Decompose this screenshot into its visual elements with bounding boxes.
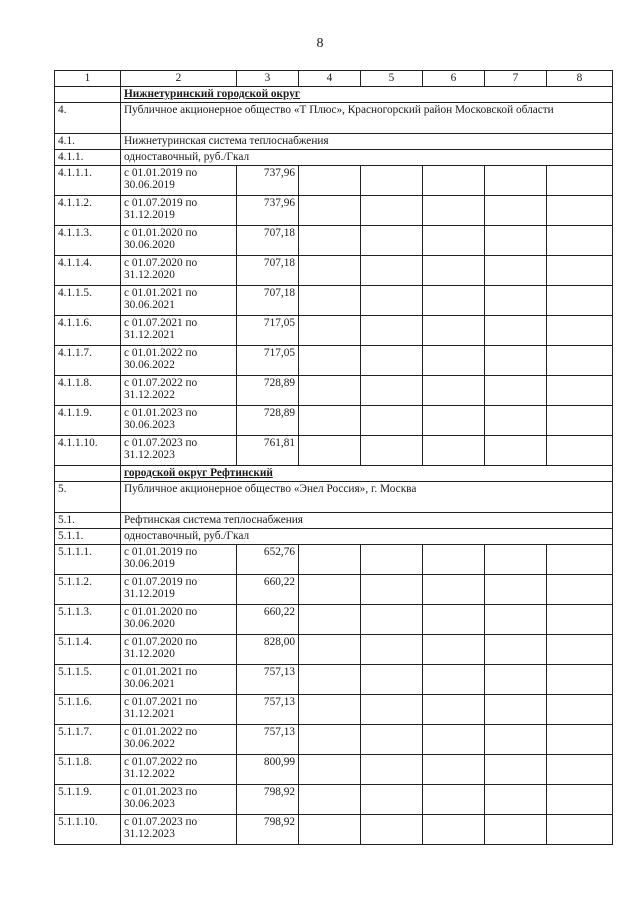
empty-cell-col-5 (361, 286, 423, 316)
tariff-row (55, 785, 613, 815)
row-number: 4.1.1.9. (55, 406, 121, 436)
empty-cell-col-7 (485, 575, 547, 605)
tariff-row (55, 575, 613, 605)
row-number: 5.1.1.10. (55, 815, 121, 845)
tariff-type-row (55, 529, 613, 545)
district-number-cell (55, 87, 121, 103)
tariff-value: 717,05 (237, 346, 299, 376)
tariff-row (55, 166, 613, 196)
empty-cell-col-5 (361, 785, 423, 815)
empty-cell-col-5 (361, 406, 423, 436)
tariff-type-row (55, 150, 613, 166)
empty-cell-col-5 (361, 695, 423, 725)
tariff-value: 707,18 (237, 226, 299, 256)
empty-cell-col-4 (299, 166, 361, 196)
district-row (55, 466, 613, 482)
row-number: 4.1.1.6. (55, 316, 121, 346)
tariff-row (55, 286, 613, 316)
empty-cell-col-7 (485, 256, 547, 286)
empty-cell-col-8 (547, 436, 613, 466)
empty-cell-col-7 (485, 605, 547, 635)
row-number: 5.1.1.9. (55, 785, 121, 815)
empty-cell-col-4 (299, 256, 361, 286)
empty-cell-col-4 (299, 406, 361, 436)
empty-cell-col-7 (485, 665, 547, 695)
empty-cell-col-7 (485, 695, 547, 725)
empty-cell-col-6 (423, 376, 485, 406)
empty-cell-col-7 (485, 286, 547, 316)
tariff-value: 757,13 (237, 665, 299, 695)
empty-cell-col-8 (547, 196, 613, 226)
empty-cell-col-7 (485, 755, 547, 785)
empty-cell-col-7 (485, 226, 547, 256)
empty-cell-col-4 (299, 635, 361, 665)
empty-cell-col-5 (361, 575, 423, 605)
tariff-period: с 01.07.2023 по 31.12.2023 (121, 436, 237, 466)
empty-cell-col-8 (547, 815, 613, 845)
row-number: 5.1.1.2. (55, 575, 121, 605)
tariff-value: 798,92 (237, 815, 299, 845)
column-header-1: 1 (55, 71, 121, 87)
tariff-value: 798,92 (237, 785, 299, 815)
empty-cell-col-5 (361, 346, 423, 376)
row-number: 4.1.1.1. (55, 166, 121, 196)
empty-cell-col-5 (361, 815, 423, 845)
empty-cell-col-8 (547, 575, 613, 605)
tariff-row (55, 376, 613, 406)
heat-system-name: Нижнетуринская система теплоснабжения (121, 134, 613, 150)
tariff-value: 728,89 (237, 406, 299, 436)
empty-cell-col-5 (361, 436, 423, 466)
tariff-period: с 01.01.2020 по 30.06.2020 (121, 605, 237, 635)
empty-cell-col-6 (423, 226, 485, 256)
heat-system-number: 4.1. (55, 134, 121, 150)
tariff-type-number: 5.1.1. (55, 529, 121, 545)
tariff-period: с 01.01.2019 по 30.06.2019 (121, 545, 237, 575)
column-header-5: 5 (361, 71, 423, 87)
row-number: 4.1.1.2. (55, 196, 121, 226)
district-row (55, 87, 613, 103)
empty-cell-col-4 (299, 316, 361, 346)
empty-cell-col-7 (485, 406, 547, 436)
tariff-period: с 01.07.2023 по 31.12.2023 (121, 815, 237, 845)
empty-cell-col-6 (423, 725, 485, 755)
row-number: 4.1.1.8. (55, 376, 121, 406)
row-number: 4.1.1.3. (55, 226, 121, 256)
tariff-value: 660,22 (237, 605, 299, 635)
row-number: 4.1.1.5. (55, 286, 121, 316)
empty-cell-col-8 (547, 605, 613, 635)
tariff-period: с 01.07.2022 по 31.12.2022 (121, 755, 237, 785)
empty-cell-col-7 (485, 436, 547, 466)
tariff-row (55, 196, 613, 226)
empty-cell-col-4 (299, 815, 361, 845)
tariff-period: с 01.07.2022 по 31.12.2022 (121, 376, 237, 406)
empty-cell-col-8 (547, 635, 613, 665)
empty-cell-col-8 (547, 725, 613, 755)
empty-cell-col-6 (423, 166, 485, 196)
empty-cell-col-6 (423, 695, 485, 725)
empty-cell-col-5 (361, 316, 423, 346)
empty-cell-col-4 (299, 226, 361, 256)
row-number: 5.1.1.8. (55, 755, 121, 785)
empty-cell-col-5 (361, 665, 423, 695)
organization-row (55, 482, 613, 513)
tariff-period: с 01.07.2020 по 31.12.2020 (121, 635, 237, 665)
tariff-value: 800,99 (237, 755, 299, 785)
tariff-period: с 01.07.2021 по 31.12.2021 (121, 316, 237, 346)
empty-cell-col-4 (299, 346, 361, 376)
empty-cell-col-5 (361, 256, 423, 286)
column-header-4: 4 (299, 71, 361, 87)
tariff-table (54, 70, 613, 845)
tariff-value: 717,05 (237, 316, 299, 346)
district-number-cell (55, 466, 121, 482)
tariff-row (55, 436, 613, 466)
empty-cell-col-8 (547, 346, 613, 376)
column-header-row (55, 71, 613, 87)
tariff-period: с 01.01.2020 по 30.06.2020 (121, 226, 237, 256)
tariff-row (55, 406, 613, 436)
tariff-value: 707,18 (237, 256, 299, 286)
tariff-period: с 01.01.2022 по 30.06.2022 (121, 725, 237, 755)
tariff-row (55, 256, 613, 286)
tariff-value: 761,81 (237, 436, 299, 466)
row-number: 5.1.1.3. (55, 605, 121, 635)
tariff-row (55, 346, 613, 376)
empty-cell-col-8 (547, 406, 613, 436)
column-header-3: 3 (237, 71, 299, 87)
tariff-period: с 01.01.2021 по 30.06.2021 (121, 286, 237, 316)
empty-cell-col-8 (547, 785, 613, 815)
tariff-row (55, 755, 613, 785)
district-name: городской округ Рефтинский (121, 466, 613, 482)
empty-cell-col-4 (299, 785, 361, 815)
organization-row (55, 103, 613, 134)
organization-name: Публичное акционерное общество «Энел Россия», г. Москва (121, 482, 613, 513)
empty-cell-col-7 (485, 545, 547, 575)
empty-cell-col-6 (423, 545, 485, 575)
empty-cell-col-5 (361, 166, 423, 196)
tariff-value: 828,00 (237, 635, 299, 665)
tariff-period: с 01.01.2023 по 30.06.2023 (121, 785, 237, 815)
empty-cell-col-8 (547, 755, 613, 785)
empty-cell-col-4 (299, 286, 361, 316)
empty-cell-col-6 (423, 286, 485, 316)
row-number: 5.1.1.7. (55, 725, 121, 755)
tariff-period: с 01.07.2020 по 31.12.2020 (121, 256, 237, 286)
tariff-row (55, 545, 613, 575)
tariff-type-name: одноставочный, руб./Гкал (121, 529, 613, 545)
tariff-period: с 01.07.2021 по 31.12.2021 (121, 695, 237, 725)
empty-cell-col-6 (423, 436, 485, 466)
empty-cell-col-8 (547, 545, 613, 575)
column-header-8: 8 (547, 71, 613, 87)
empty-cell-col-4 (299, 725, 361, 755)
empty-cell-col-6 (423, 346, 485, 376)
empty-cell-col-7 (485, 785, 547, 815)
empty-cell-col-6 (423, 815, 485, 845)
empty-cell-col-8 (547, 286, 613, 316)
empty-cell-col-4 (299, 695, 361, 725)
empty-cell-col-4 (299, 665, 361, 695)
empty-cell-col-6 (423, 256, 485, 286)
empty-cell-col-5 (361, 635, 423, 665)
row-number: 5.1.1.6. (55, 695, 121, 725)
tariff-row (55, 815, 613, 845)
empty-cell-col-4 (299, 436, 361, 466)
tariff-value: 737,96 (237, 166, 299, 196)
tariff-type-name: одноставочный, руб./Гкал (121, 150, 613, 166)
empty-cell-col-5 (361, 605, 423, 635)
organization-name: Публичное акционерное общество «Т Плюс», Красногорский район Московской области (121, 103, 613, 134)
heat-system-row (55, 513, 613, 529)
heat-system-name: Рефтинская система теплоснабжения (121, 513, 613, 529)
empty-cell-col-5 (361, 725, 423, 755)
empty-cell-col-5 (361, 755, 423, 785)
empty-cell-col-7 (485, 376, 547, 406)
tariff-period: с 01.01.2019 по 30.06.2019 (121, 166, 237, 196)
empty-cell-col-7 (485, 725, 547, 755)
empty-cell-col-6 (423, 196, 485, 226)
empty-cell-col-7 (485, 815, 547, 845)
row-number: 5.1.1.4. (55, 635, 121, 665)
district-name: Нижнетуринский городской округ (121, 87, 613, 103)
tariff-period: с 01.01.2021 по 30.06.2021 (121, 665, 237, 695)
tariff-row (55, 226, 613, 256)
empty-cell-col-7 (485, 635, 547, 665)
tariff-row (55, 725, 613, 755)
page-number: 8 (316, 36, 324, 51)
empty-cell-col-8 (547, 226, 613, 256)
tariff-value: 652,76 (237, 545, 299, 575)
tariff-period: с 01.07.2019 по 31.12.2019 (121, 196, 237, 226)
empty-cell-col-7 (485, 196, 547, 226)
tariff-value: 660,22 (237, 575, 299, 605)
heat-system-row (55, 134, 613, 150)
organization-number: 5. (55, 482, 121, 513)
empty-cell-col-6 (423, 785, 485, 815)
tariff-value: 757,13 (237, 725, 299, 755)
empty-cell-col-4 (299, 575, 361, 605)
empty-cell-col-7 (485, 346, 547, 376)
tariff-row (55, 316, 613, 346)
empty-cell-col-5 (361, 376, 423, 406)
empty-cell-col-5 (361, 545, 423, 575)
empty-cell-col-6 (423, 406, 485, 436)
tariff-period: с 01.07.2019 по 31.12.2019 (121, 575, 237, 605)
empty-cell-col-6 (423, 755, 485, 785)
tariff-period: с 01.01.2023 по 30.06.2023 (121, 406, 237, 436)
empty-cell-col-7 (485, 316, 547, 346)
tariff-value: 737,96 (237, 196, 299, 226)
row-number: 4.1.1.10. (55, 436, 121, 466)
tariff-period: с 01.01.2022 по 30.06.2022 (121, 346, 237, 376)
empty-cell-col-4 (299, 755, 361, 785)
table-body (55, 71, 613, 845)
empty-cell-col-4 (299, 605, 361, 635)
organization-number: 4. (55, 103, 121, 134)
tariff-row (55, 635, 613, 665)
tariff-row (55, 665, 613, 695)
empty-cell-col-4 (299, 196, 361, 226)
empty-cell-col-8 (547, 695, 613, 725)
tariff-type-number: 4.1.1. (55, 150, 121, 166)
empty-cell-col-6 (423, 316, 485, 346)
row-number: 5.1.1.5. (55, 665, 121, 695)
tariff-value: 757,13 (237, 695, 299, 725)
tariff-value: 728,89 (237, 376, 299, 406)
empty-cell-col-8 (547, 665, 613, 695)
tariff-row (55, 605, 613, 635)
empty-cell-col-4 (299, 545, 361, 575)
row-number: 4.1.1.7. (55, 346, 121, 376)
empty-cell-col-5 (361, 226, 423, 256)
tariff-row (55, 695, 613, 725)
empty-cell-col-8 (547, 166, 613, 196)
column-header-2: 2 (121, 71, 237, 87)
empty-cell-col-6 (423, 575, 485, 605)
empty-cell-col-8 (547, 256, 613, 286)
empty-cell-col-6 (423, 605, 485, 635)
row-number: 4.1.1.4. (55, 256, 121, 286)
heat-system-number: 5.1. (55, 513, 121, 529)
empty-cell-col-6 (423, 665, 485, 695)
empty-cell-col-8 (547, 316, 613, 346)
column-header-7: 7 (485, 71, 547, 87)
empty-cell-col-6 (423, 635, 485, 665)
column-header-6: 6 (423, 71, 485, 87)
empty-cell-col-7 (485, 166, 547, 196)
empty-cell-col-4 (299, 376, 361, 406)
tariff-value: 707,18 (237, 286, 299, 316)
row-number: 5.1.1.1. (55, 545, 121, 575)
empty-cell-col-8 (547, 376, 613, 406)
empty-cell-col-5 (361, 196, 423, 226)
